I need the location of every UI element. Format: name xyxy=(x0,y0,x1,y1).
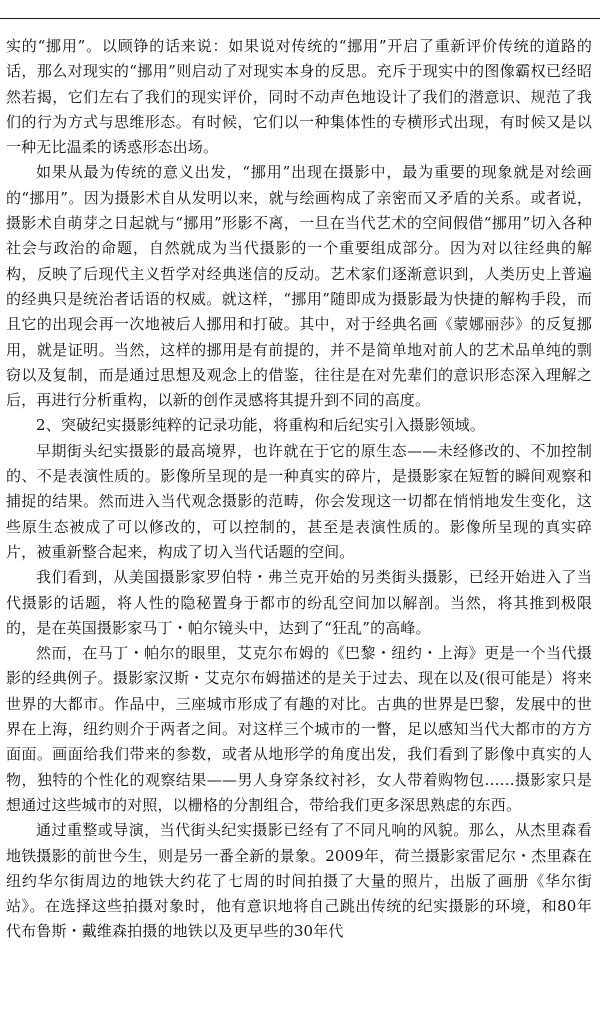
paragraph-appropriation-painting: 如果从最为传统的意义出发，“挪用”出现在摄影中，最为重要的现象就是对绘画的“挪用”。因为摄影术自从发明以来，就与绘画构成了亲密而又矛盾的关系。或者说，摄影术自萌芽之日起就与“挪用”形影不离，一旦在当代艺术的空间假借“挪用”切入各种社会与政治的命题，自然就成为当代摄影的一个重要组成部分。因为对以往经典的解构，反映了后现代主义哲学对经典迷信的反动。艺术家们逐渐意识到，人类历史上普遍的经典只是统治者话语的权威。就这样，“挪用”随即成为摄影最为快捷的解构手段，而且它的出现会再一次地被后人挪用和打破。其中，对于经典名画《蒙娜丽莎》的反复挪用，就是证明。当然，这样的挪用是有前提的，并不是简单地对前人的艺术品单纯的剽窃以及复制，而是通过思想及观念上的借鉴，往往是在对先辈们的意识形态深入理解之后，再进行分析重构，以新的创作灵感将其提升到不同的高度。 xyxy=(6,163,592,410)
paragraph-street-documentary: 早期街头纪实摄影的最高境界，也许就在于它的原生态——未经修改的、不加控制的、不是表演性质的。影像所呈现的是一种真实的碎片，是摄影家在短暂的瞬间观察和捕捉的结果。然而进入当代观念摄影的范畴，你会发现这一切都在悄悄地发生变化，这些原生态被成了可以修改的，可以控制的，甚至是表演性质的。影像所呈现的真实碎片，被重新整合起来，构成了切入当代话题的空间。 xyxy=(6,441,592,561)
section-heading-2: 2、突破纪实摄影纯粹的记录功能，将重构和后纪实引入摄影领域。 xyxy=(36,416,486,435)
paragraph-robert-frank: 我们看到，从美国摄影家罗伯特・弗兰克开始的另类街头摄影，已经开始进入了当代摄影的话题，将人性的隐秘置身于都市的纷乱空间加以解剖。当然，将其推到极限的，是在英国摄影家马丁・帕尔镜头中，达到了“狂乱”的高峰。 xyxy=(6,568,592,637)
paragraph-continuation: 实的“挪用”。以顾铮的话来说：如果说对传统的“挪用”开启了重新评价传统的道路的话，那么对现实的“挪用”则启动了对现实本身的反思。充斥于现实中的图像霸权已经昭然若揭，它们左右了我们的现实评价，同时不动声色地设计了我们的潜意识、规范了我们的行为方式与思维形态。有时候，它们以一种集体性的专横形式出现，有时候又是以一种无比温柔的诱惑形态出场。 xyxy=(6,37,592,157)
paragraph-jerissen: 通过重整或导演，当代街头纪实摄影已经有了不同凡响的风貌。那么，从杰里森看地铁摄影的前世今生，则是另一番全新的景象。2009年，荷兰摄影家雷尼尔・杰里森在纽约华尔街周边的地铁大约花了七周的时间拍摄了大量的照片，出版了画册《华尔街站》。在选择这些拍摄对象时，他有意识地将自己跳出传统的纪实摄影的环境，和80年代布鲁斯・戴维森拍摄的地铁以及更早些的30年代 xyxy=(6,821,592,941)
paragraph-eikelboom: 然而，在马丁・帕尔的眼里，艾克尔布姆的《巴黎・纽约・上海》更是一个当代摄影的经典例子。摄影家汉斯・艾克尔布姆描述的是关于过去、现在以及(很可能是）将来世界的大都市。作品中，三座城市形成了有趣的对比。古典的世界是巴黎，发展中的世界在上海，纽约则介于两者之间。对这样三个城市的一瞥，足以感知当代大都市的方方面面。画面给我们带来的参数，或者从地形学的角度出发，我们看到了影像中真实的人物，独特的个性化的观察结果——男人身穿条纹衬衫，女人带着购物包……摄影家只是想通过这些城市的对照，以栅格的分割组合，带给我们更多深思熟虑的东西。 xyxy=(6,644,592,814)
header-rule xyxy=(0,18,600,19)
body-text xyxy=(6,34,592,945)
